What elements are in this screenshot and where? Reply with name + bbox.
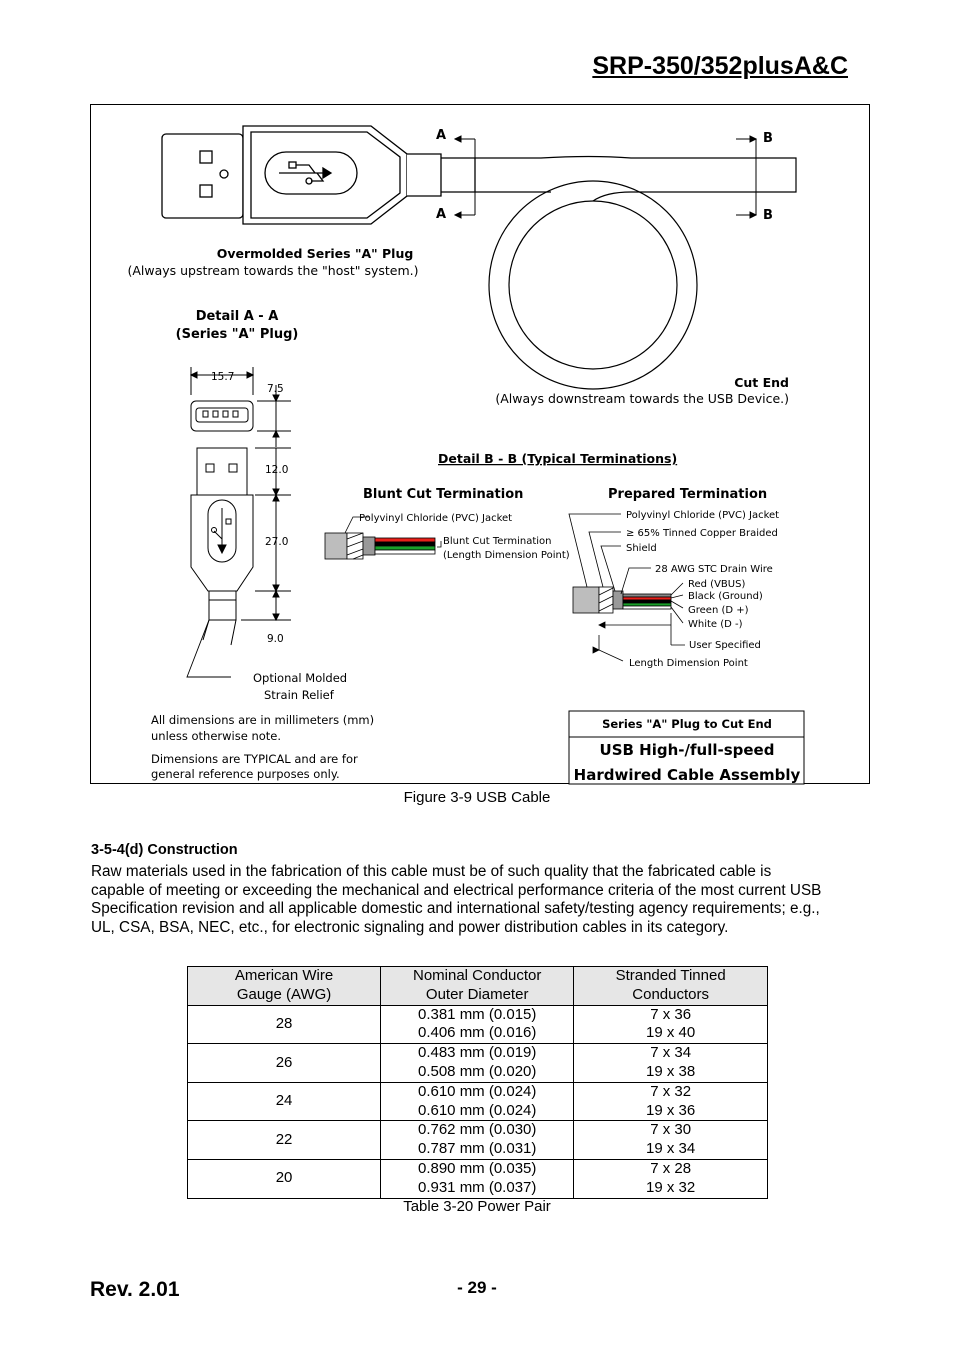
- table-caption: Table 3-20 Power Pair: [403, 1198, 551, 1215]
- power-pair-table: [187, 966, 768, 1199]
- paragraph-line: UL, CSA, BSA, NEC, etc., for electronic signaling and power distribution cables in its category.: [91, 918, 729, 936]
- marker-b-bottom: B: [763, 208, 773, 223]
- user-specified-label: User Specified: [689, 640, 761, 651]
- construction-paragraph: [91, 863, 871, 937]
- cell-awg: 20: [188, 1159, 381, 1198]
- cell-diameter: 0.610 mm (0.024) 0.610 mm (0.024): [381, 1082, 574, 1121]
- col-header-awg: American Wire Gauge (AWG): [188, 967, 381, 1006]
- shield-sublabel: Shield: [626, 543, 657, 554]
- blunt-cut-sublabel: (Length Dimension Point): [443, 550, 570, 561]
- cell-conductors: 7 x 34 19 x 38: [574, 1044, 768, 1083]
- dim-h4: 9.0: [267, 633, 284, 645]
- note-typical: Dimensions are TYPICAL and are for: [151, 752, 358, 766]
- prepared-title: Prepared Termination: [608, 487, 768, 502]
- cell-awg: 22: [188, 1121, 381, 1160]
- table-row: [188, 1005, 768, 1044]
- strain-relief-1: Optional Molded: [253, 671, 348, 685]
- cell-conductors: 7 x 36 19 x 40: [574, 1005, 768, 1044]
- detail-aa-title: Detail A - A: [195, 309, 279, 324]
- wire-white-label: White (D -): [688, 619, 743, 630]
- document-title: SRP-350/352plusA&C: [592, 52, 848, 80]
- series-a-plug-drawing: [162, 126, 475, 224]
- pvc-jacket-prepared: Polyvinyl Chloride (PVC) Jacket: [626, 510, 780, 521]
- cell-awg: 24: [188, 1082, 381, 1121]
- cell-awg: 26: [188, 1044, 381, 1083]
- cell-conductors: 7 x 32 19 x 36: [574, 1082, 768, 1121]
- dim-h2: 12.0: [265, 464, 289, 476]
- table-row: [188, 1082, 768, 1121]
- title-block-top: Series "A" Plug to Cut End: [602, 717, 772, 731]
- paragraph-line: capable of meeting or exceeding the mechanical and electrical performance criteria of the most current USB: [91, 881, 822, 899]
- plug-title: Overmolded Series "A" Plug: [216, 246, 414, 261]
- page-number: - 29 -: [457, 1278, 497, 1297]
- length-point-label: Length Dimension Point: [629, 658, 748, 669]
- pvc-jacket-blunt: Polyvinyl Chloride (PVC) Jacket: [359, 513, 513, 524]
- table-row: [188, 1121, 768, 1160]
- usb-cable-diagram: [91, 105, 871, 785]
- cell-awg: 28: [188, 1005, 381, 1044]
- title-block-line1: USB High-/full-speed: [599, 741, 775, 759]
- cell-conductors: 7 x 28 19 x 32: [574, 1159, 768, 1198]
- detail-aa-subtitle: (Series "A" Plug): [175, 327, 299, 342]
- drain-wire-label: 28 AWG STC Drain Wire: [655, 564, 773, 575]
- dim-width: 15.7: [211, 371, 235, 383]
- col-header-diameter: Nominal Conductor Outer Diameter: [381, 967, 574, 1006]
- cell-diameter: 0.483 mm (0.019) 0.508 mm (0.020): [381, 1044, 574, 1083]
- detail-bb-title: Detail B - B (Typical Terminations): [438, 451, 678, 466]
- table-row: [188, 1044, 768, 1083]
- blunt-cut-title: Blunt Cut Termination: [363, 487, 524, 502]
- table-row: [188, 1159, 768, 1198]
- cable-coil: [475, 157, 796, 390]
- revision-label: Rev. 2.01: [90, 1278, 180, 1301]
- note-dimensions-cont: unless otherwise note.: [151, 729, 282, 743]
- marker-a-bottom: A: [436, 207, 447, 222]
- figure-caption: Figure 3-9 USB Cable: [403, 789, 551, 806]
- col-header-conductors: Stranded Tinned Conductors: [574, 967, 768, 1006]
- note-dimensions: All dimensions are in millimeters (mm): [151, 713, 375, 727]
- blunt-cut-label: Blunt Cut Termination: [443, 536, 552, 547]
- cell-conductors: 7 x 30 19 x 34: [574, 1121, 768, 1160]
- usb-cable-figure: [90, 104, 870, 784]
- table-header-row: [188, 967, 768, 1006]
- shield-label: ≥ 65% Tinned Copper Braided: [626, 528, 778, 539]
- section-b-markers: [736, 131, 773, 223]
- dim-h3: 27.0: [265, 536, 289, 548]
- strain-relief-2: Strain Relief: [264, 688, 334, 702]
- title-block-line2: Hardwired Cable Assembly: [573, 766, 801, 784]
- wire-red-label: Red (VBUS): [688, 579, 746, 590]
- paragraph-line: Specification revision and all applicable domestic and international safety/testing agency requirements; e.g.,: [91, 900, 820, 917]
- wire-green-label: Green (D +): [688, 605, 749, 616]
- section-heading: 3-5-4(d) Construction: [91, 842, 238, 858]
- cell-diameter: 0.890 mm (0.035) 0.931 mm (0.037): [381, 1159, 574, 1198]
- cell-diameter: 0.381 mm (0.015) 0.406 mm (0.016): [381, 1005, 574, 1044]
- cut-end-note: (Always downstream towards the USB Device.): [495, 391, 789, 406]
- paragraph-line: Raw materials used in the fabrication of this cable must be of such quality that the fabricated cable is: [91, 863, 772, 880]
- cell-diameter: 0.762 mm (0.030) 0.787 mm (0.031): [381, 1121, 574, 1160]
- marker-b-top: B: [763, 131, 773, 146]
- dim-h1: 7.5: [267, 383, 284, 395]
- section-a-markers: [436, 128, 475, 222]
- marker-a-top: A: [436, 128, 447, 143]
- wire-black-label: Black (Ground): [688, 591, 763, 602]
- detail-aa-drawing: [187, 367, 291, 677]
- note-typical-cont: general reference purposes only.: [151, 767, 340, 781]
- cut-end-label: Cut End: [734, 375, 789, 390]
- plug-note: (Always upstream towards the "host" system.): [127, 263, 419, 278]
